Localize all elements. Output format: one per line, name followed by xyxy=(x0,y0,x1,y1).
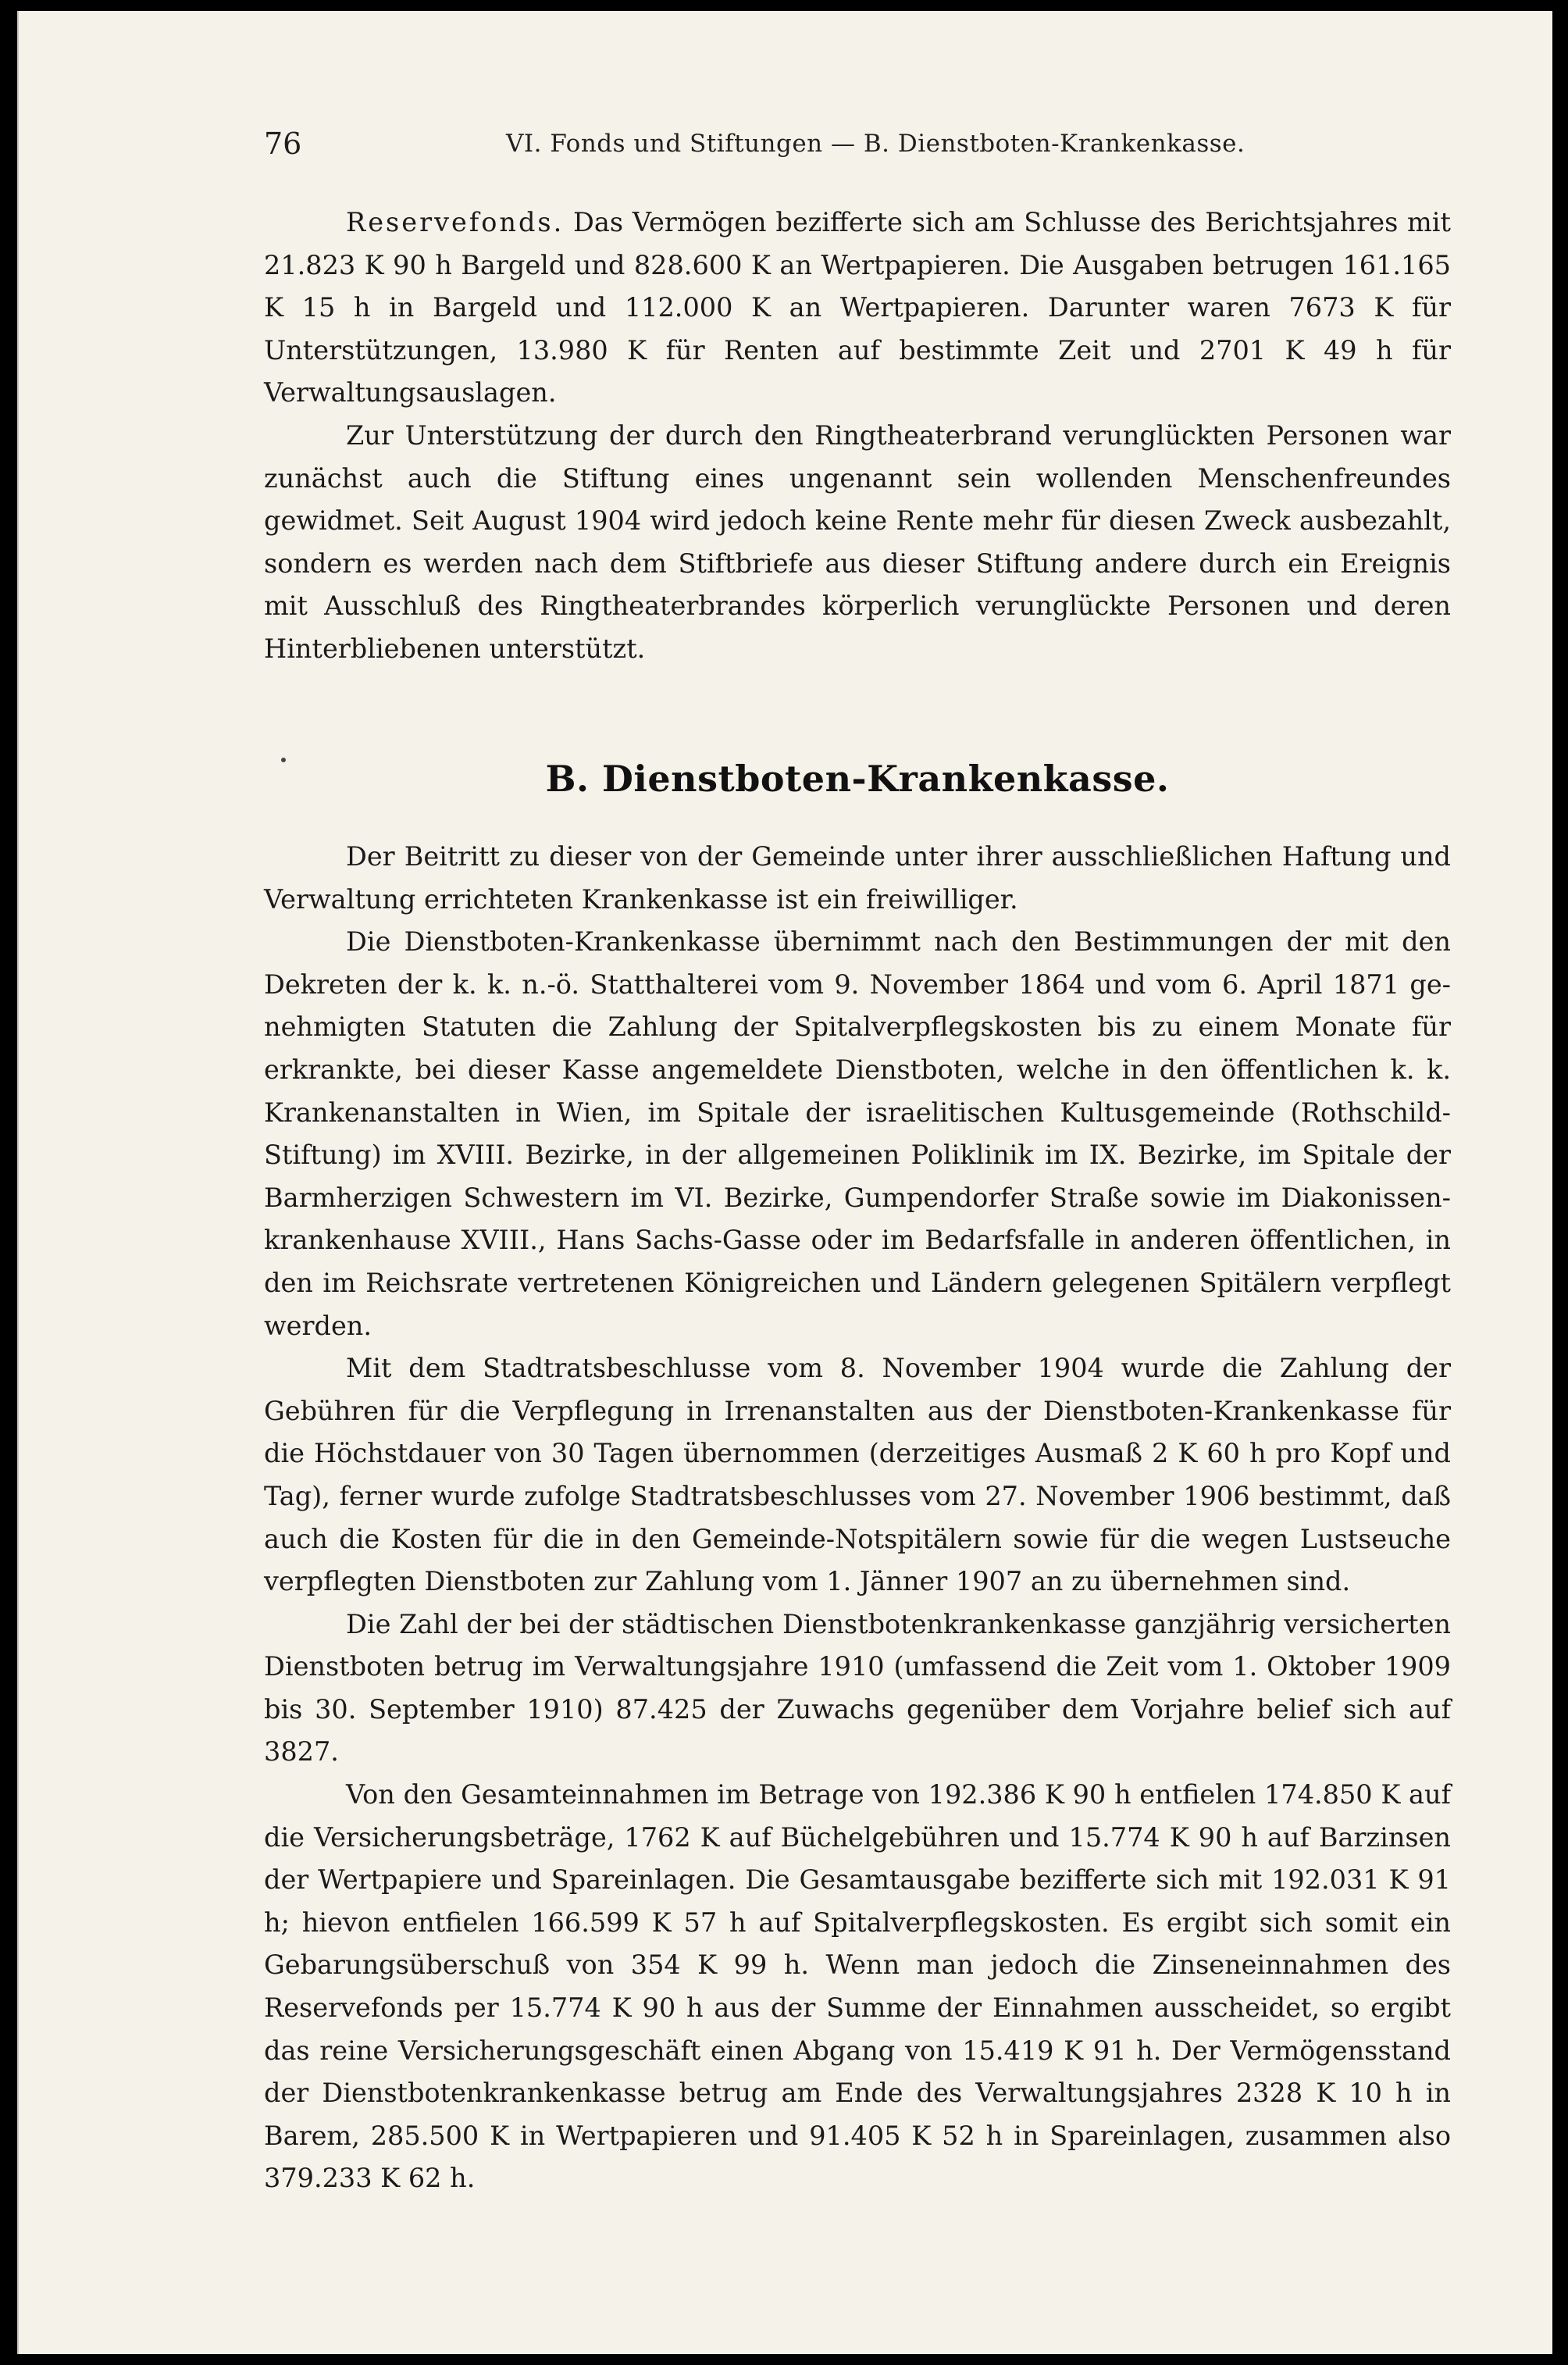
paragraph-reservefonds xyxy=(264,202,1451,415)
paragraph: Die Zahl der bei der städtischen Dienstbotenkrankenkasse ganzjährig versicherten Dienstboten betrug im Verwaltungsjahre 1910 (umfassend die Zeit vom 1. Oktober 1909 bis 30. September 1910) 87.425 der Zuwachs gegenüber dem Vorjahre belief sich auf 3827. xyxy=(264,1608,1451,1768)
paragraph-ringtheater: Zur Unterstützung der durch den Ringtheaterbrand verunglückten Personen war zunächst auch die Stiftung eines ungenannt sein wollenden Menschenfreundes gewidmet. Seit August 1904 wird jedoch keine Rente mehr für diesen Zweck ausbezahlt, sondern es werden nach dem Stiftbriefe aus dieser Stiftung andere durch ein Ereignis mit Ausschluß des Ringtheaterbrandes körperlich verunglückte Personen und deren Hinterbliebenen unterstützt. xyxy=(264,419,1451,664)
paragraph: Die Dienstboten-Krankenkasse übernimmt nach den Bestimmungen der mit den Dekreten der k. k. n.-ö. Statthalterei vom 9. November 1864 und vom 6. April 1871 genehmigten Statuten die Zahlung der Spitalverpflegskosten bis zu einem Monate für erkrankte, bei dieser Kasse angemeldete Dienstboten, welche in den öffentlichen k. k. Krankenanstalten in Wien, im Spitale der israelitischen Kultusgemeinde (Rothschild-Stiftung) im XVIII. Bezirke, in der allgemeinen Poliklinik im IX. Bezirke, im Spitale der Barmherzigen Schwestern im VI. Bezirke, Gumpendorfer Straße sowie im Diakonissenkrankenhause XVIII., Hans Sachs-Gasse oder im Bedarfsfalle in anderen öffentlichen, in den im Reichsrate vertretenen Königreichen und Ländern gelegenen Spitälern verpflegt werden. xyxy=(264,926,1451,1341)
page-number: 76 xyxy=(264,127,302,161)
section-a-text xyxy=(264,202,1451,671)
paragraph-body: Das Vermögen bezifferte sich am Schlusse des Berichtsjahres mit 21.823 K 90 h Bargeld und 828.600 K an Wertpapieren. Die Ausgaben betrugen 161.165 K 15 h in Bargeld und 112.000 K an Wertpapieren. Darunter waren 7673 K für Unterstützungen, 13.980 K für Renten auf bestimmte Zeit und 2701 K 49 h für Verwaltungsauslagen. xyxy=(264,207,1451,408)
page-header xyxy=(264,127,1451,166)
paragraph: Der Beitritt zu dieser von der Gemeinde unter ihrer ausschließlichen Haftung und Verwaltung errichteten Krankenkasse ist ein freiwilliger. xyxy=(264,841,1451,915)
running-title: VI. Fonds und Stiftungen — B. Dienstboten-Krankenkasse. xyxy=(506,130,1245,158)
section-b-text xyxy=(264,836,1451,2200)
section-heading: B. Dienstboten-Krankenkasse. xyxy=(545,758,1170,800)
paragraph: Mit dem Stadtratsbeschlusse vom 8. November 1904 wurde die Zahlung der Gebühren für die Verpflegung in Irrenanstalten aus der Dienstboten-Krankenkasse für die Höchstdauer von 30 Tagen übernommen (derzeitiges Ausmaß 2 K 60 h pro Kopf und Tag), ferner wurde zufolge Stadtratsbeschlusses vom 27. November 1906 bestimmt, daß auch die Kosten für die in den Gemeinde-Notspitälern sowie für die wegen Lustseuche verpflegten Dienstboten zur Zahlung vom 1. Jänner 1907 an zu übernehmen sind. xyxy=(264,1353,1451,1597)
paragraph-lead-term: Reservefonds. xyxy=(346,207,565,237)
document-page xyxy=(17,11,1552,2354)
paragraph: Von den Gesamteinnahmen im Betrage von 192.386 K 90 h entfielen 174.850 K auf die Versicherungsbeträge, 1762 K auf Büchelgebühren und 15.774 K 90 h auf Barzinsen der Wertpapiere und Spareinlagen. Die Gesamtausgabe bezifferte sich mit 192.031 K 91 h; hievon entfielen 166.599 K 57 h auf Spitalverpflegskosten. Es ergibt sich somit ein Gebarungsüberschuß von 354 K 99 h. Wenn man jedoch die Zinseneinnahmen des Reservefonds per 15.774 K 90 h aus der Summe der Einnahmen ausscheidet, so ergibt das reine Versicherungsgeschäft einen Abgang von 15.419 K 91 h. Der Vermögensstand der Dienstbotenkrankenkasse betrug am Ende des Verwaltungsjahres 2328 K 10 h in Barem, 285.500 K in Wertpapieren und 91.405 K 52 h in Spareinlagen, zusammen also 379.233 K 62 h. xyxy=(264,1779,1451,2194)
